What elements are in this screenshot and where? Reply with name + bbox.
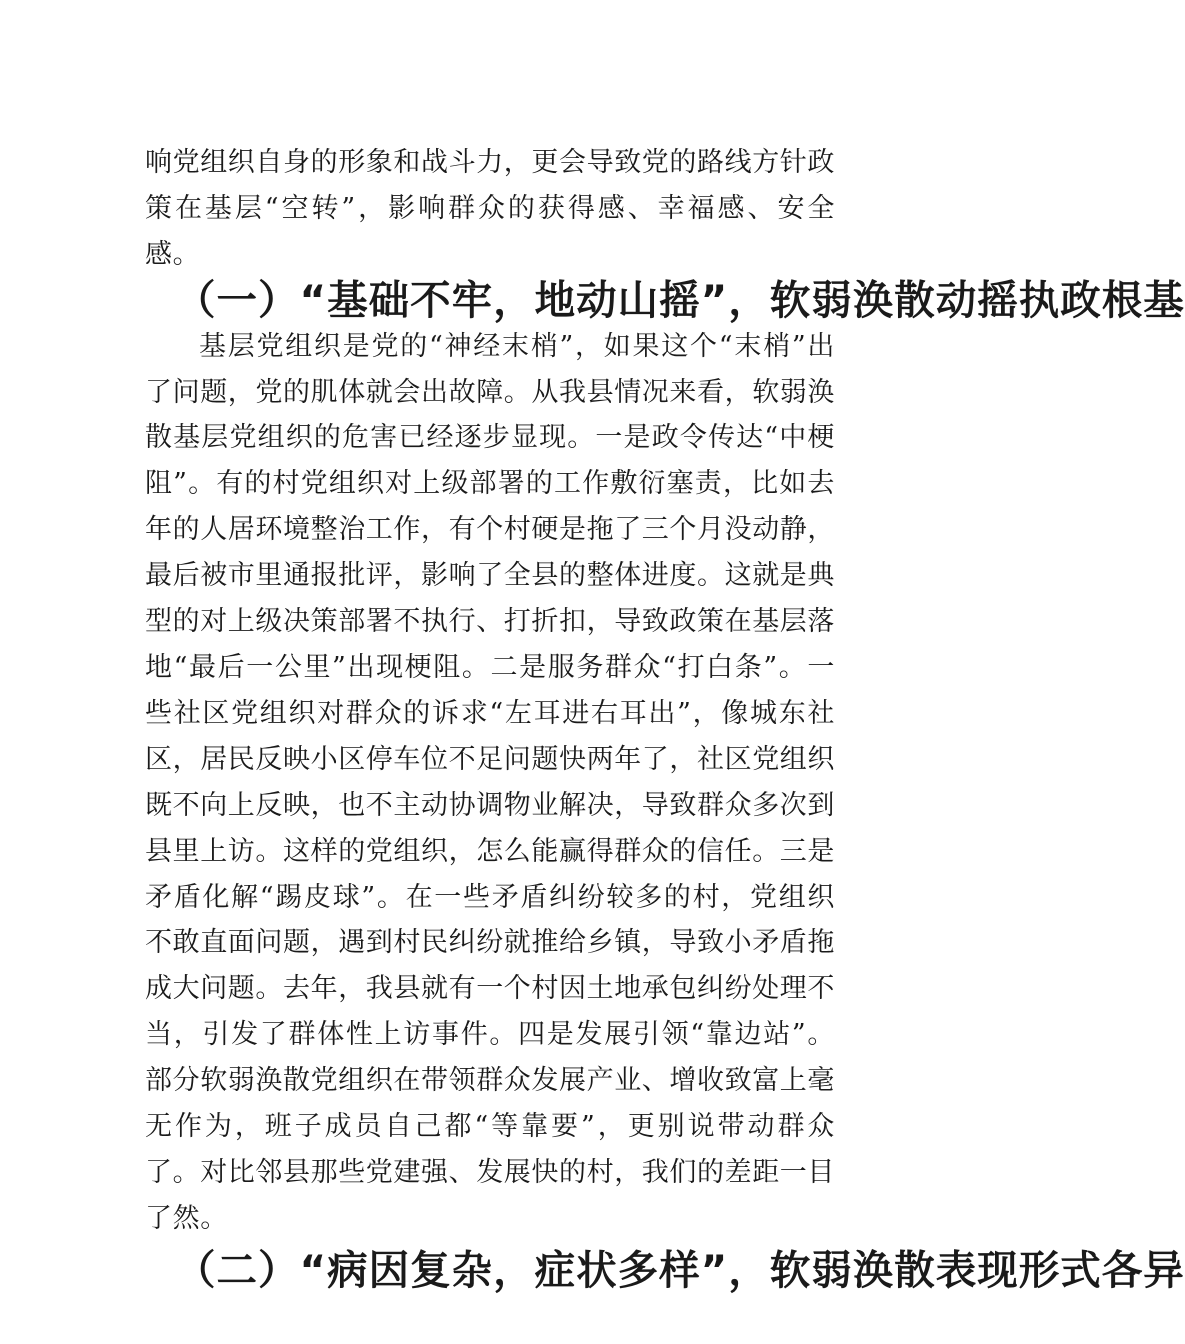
section-two-heading: （二）“病因复杂，症状多样”，软弱涣散表现形式各异 (175, 1245, 1185, 1294)
section-one-body: 基层党组织是党的“神经末梢”，如果这个“末梢”出了问题，党的肌体就会出故障。从我县情况来看，软弱涣散基层党组织的危害已经逐步显现。一是政令传达“中梗阻”。有的村党组织对上级部署的工作敷衍塞责，比如去年的人居环境整治工作，有个村硬是拖了三个月没动静，最后被市里通报批评，影响了全县的整体进度。这就是典型的对上级决策部署不执行、打折扣，导致政策在基层落地“最后一公里”出现梗阻。二是服务群众“打白条”。一些社区党组织对群众的诉求“左耳进右耳出”，像城东社区，居民反映小区停车位不足问题快两年了，社区党组织既不向上反映，也不主动协调物业解决，导致群众多次到县里上访。这样的党组织，怎么能赢得群众的信任。三是矛盾化解“踢皮球”。在一些矛盾纠纷较多的村，党组织不敢直面问题，遇到村民纠纷就推给乡镇，导致小矛盾拖成大问题。去年，我县就有一个村因土地承包纠纷处理不当，引发了群体性上访事件。四是发展引领“靠边站”。部分软弱涣散党组织在带领群众发展产业、增收致富上毫无作为，班子成员自己都“等靠要”，更别说带动群众了。对比邻县那些党建强、发展快的村，我们的差距一目了然。 (145, 330, 835, 1234)
section-one-heading: （一）“基础不牢，地动山摇”，软弱涣散动摇执政根基 (175, 275, 1185, 324)
continuation-paragraph: 响党组织自身的形象和战斗力，更会导致党的路线方针政策在基层“空转”，影响群众的获得感、幸福感、安全感。 (145, 147, 835, 270)
document-body (145, 140, 1185, 1294)
